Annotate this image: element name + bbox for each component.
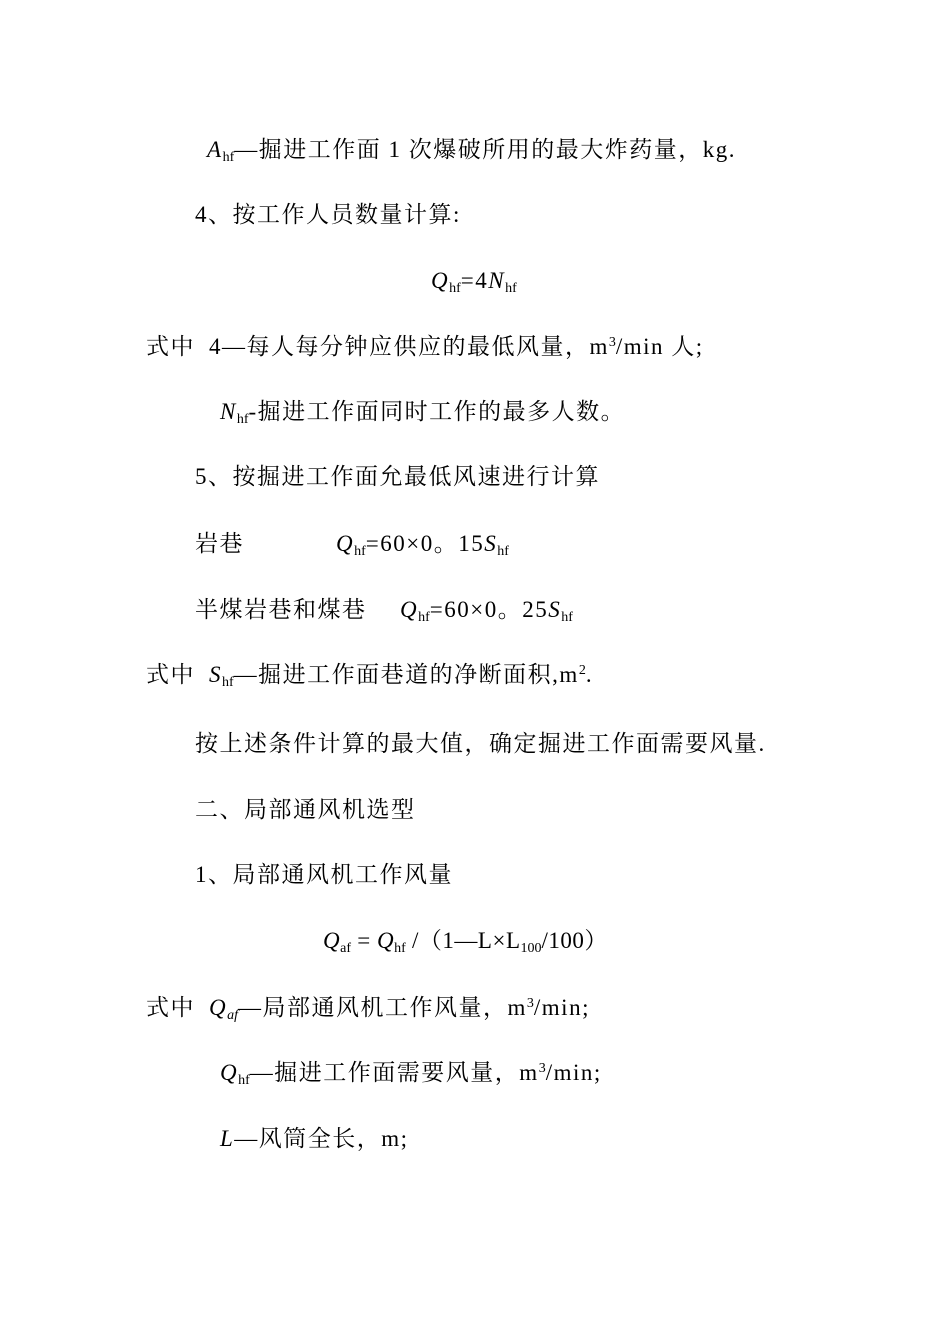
sup: 3 xyxy=(608,335,616,350)
prefix-where: 式中 xyxy=(146,334,195,359)
sup: 3 xyxy=(538,1061,546,1076)
line-where-4 xyxy=(146,332,704,362)
var-q: Q xyxy=(336,531,355,556)
sub-hf: hf xyxy=(354,544,366,559)
line-n-definition xyxy=(220,397,625,427)
text-b: /min; xyxy=(533,995,590,1020)
text: 4、按工作人员数量计算: xyxy=(195,202,461,227)
sub-hf: hf xyxy=(394,941,406,956)
text: 5、按掘进工作面允最低风速进行计算 xyxy=(195,464,600,489)
formula-q-fan xyxy=(323,926,608,956)
text: 按上述条件计算的最大值，确定掘进工作面需要风量. xyxy=(195,731,766,756)
sub-af: af xyxy=(340,941,352,956)
text-b: /min; xyxy=(545,1060,602,1085)
text-a: 4—每人每分钟应供应的最低风量，m xyxy=(209,334,609,359)
line-explosive-amount xyxy=(207,135,736,165)
sub-100: 100 xyxy=(520,941,542,956)
text-a: /（1—L×L xyxy=(405,928,521,953)
line-l-definition xyxy=(220,1124,409,1154)
var-s: S xyxy=(548,597,562,622)
sub-hf: hf xyxy=(561,610,573,625)
sub-hf: hf xyxy=(497,544,509,559)
formula xyxy=(336,529,509,559)
var-q: Q xyxy=(431,268,450,293)
sub-hf: hf xyxy=(222,150,235,165)
var-s: S xyxy=(209,662,222,687)
sub-hf: hf xyxy=(222,675,234,690)
text-a: —掘进工作面巷道的净断面积,m xyxy=(233,662,579,687)
var-q: Q xyxy=(400,597,419,622)
formula-mid: =60×0。15 xyxy=(365,531,485,556)
var-q: Q xyxy=(377,928,395,953)
line-heading-5 xyxy=(195,462,600,492)
text-a: —掘进工作面需要风量，m xyxy=(249,1060,539,1085)
var-q: Q xyxy=(323,928,341,953)
text-a: —局部通风机工作风量，m xyxy=(238,995,527,1020)
formula-q-workers xyxy=(431,266,517,296)
sub-hf: hf xyxy=(418,610,430,625)
line-where-s xyxy=(146,660,593,690)
line-qhf-definition xyxy=(220,1058,602,1088)
text: —掘进工作面 1 次爆破所用的最大炸药量，kg. xyxy=(234,137,736,162)
section-heading-2 xyxy=(195,795,416,825)
sub-af: af xyxy=(227,1008,239,1023)
prefix-where: 式中 xyxy=(146,995,195,1020)
sub-hf: hf xyxy=(238,1073,250,1088)
formula-mid: =4 xyxy=(460,268,489,293)
formula xyxy=(400,595,573,625)
formula-mid: =60×0。25 xyxy=(429,597,549,622)
line-where-qaf xyxy=(146,993,590,1023)
line-heading-1 xyxy=(195,860,453,890)
line-conclusion xyxy=(195,729,766,759)
sub-hf: hf xyxy=(505,281,517,296)
sup: 2 xyxy=(578,663,586,678)
sub-hf: hf xyxy=(449,281,461,296)
text-b: /100） xyxy=(541,928,608,953)
text-b: . xyxy=(585,662,594,687)
var-n: N xyxy=(488,268,506,293)
text: 1、局部通风机工作风量 xyxy=(195,862,453,887)
prefix-where: 式中 xyxy=(146,662,195,687)
var-n: N xyxy=(220,399,237,424)
text: 二、局部通风机选型 xyxy=(195,797,416,822)
formula-eq: = xyxy=(351,928,377,953)
sup: 3 xyxy=(526,996,534,1011)
line-heading-4 xyxy=(195,200,461,230)
label: 半煤岩巷和煤巷 xyxy=(195,597,367,622)
text-b: /min 人; xyxy=(615,334,704,359)
var-s: S xyxy=(484,531,498,556)
label: 岩巷 xyxy=(195,531,244,556)
sub-hf: hf xyxy=(236,412,249,427)
var-a: A xyxy=(207,137,223,162)
text: -掘进工作面同时工作的最多人数。 xyxy=(248,399,626,424)
var-q: Q xyxy=(220,1060,239,1085)
var-l: L xyxy=(220,1126,235,1151)
text: —风筒全长，m; xyxy=(234,1126,409,1151)
var-q: Q xyxy=(209,995,228,1020)
